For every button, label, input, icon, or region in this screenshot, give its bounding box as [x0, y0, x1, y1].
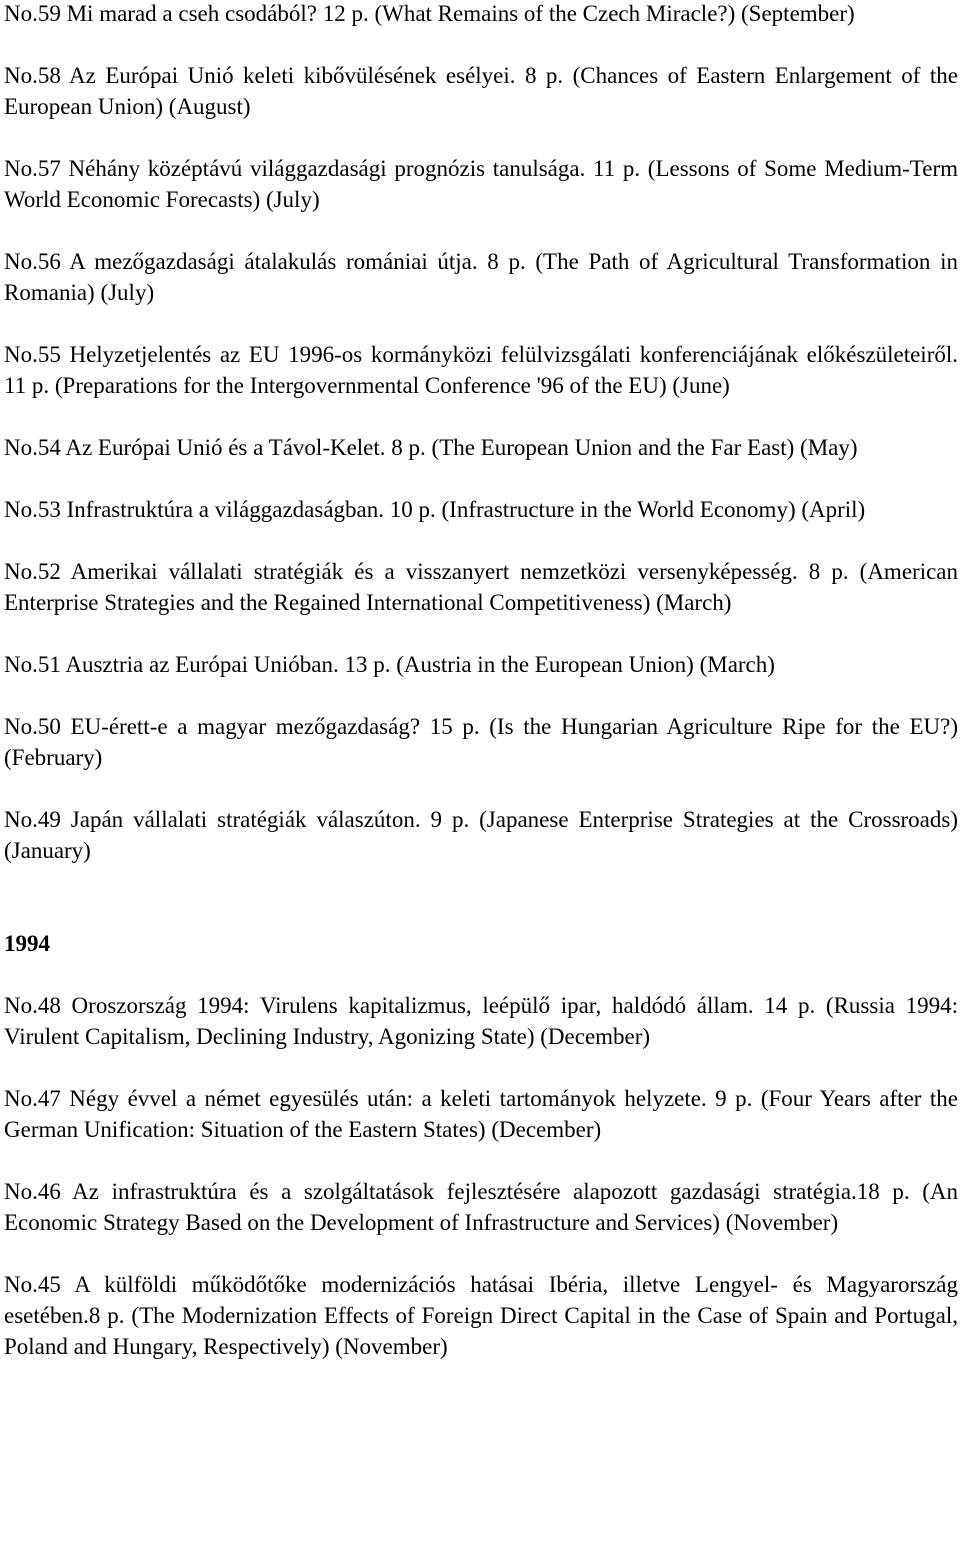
list-item: No.53 Infrastruktúra a világgazdaságban. 10 p. (Infrastructure in the World Economy) (April) — [4, 497, 866, 522]
list-item: No.45 A külföldi működőtőke modernizációs hatásai Ibéria, illetve Lengyel- és Magyarország esetében.8 p. (The Modernization Effects of Foreign Direct Capital in the Case of Spain and Portugal, Poland and Hungary, Respectively) (November) — [4, 1272, 958, 1359]
list-item: No.54 Az Európai Unió és a Távol-Kelet. 8 p. (The European Union and the Far East) (May) — [4, 435, 858, 460]
list-item: No.56 A mezőgazdasági átalakulás romániai útja. 8 p. (The Path of Agricultural Transformation in Romania) (July) — [4, 249, 958, 305]
list-item: No.48 Oroszország 1994: Virulens kapitalizmus, leépülő ipar, haldódó állam. 14 p. (Russia 1994: Virulent Capitalism, Declining Industry, Agonizing State) (December) — [4, 993, 958, 1049]
list-item: No.50 EU-érett-e a magyar mezőgazdaság? 15 p. (Is the Hungarian Agriculture Ripe for the EU?) (February) — [4, 714, 958, 770]
list-item: No.52 Amerikai vállalati stratégiák és a visszanyert nemzetközi versenyképesség. 8 p. (American Enterprise Strategies and the Regained International Competitiveness) (March) — [4, 559, 958, 615]
list-item: No.47 Négy évvel a német egyesülés után: a keleti tartományok helyzete. 9 p. (Four Years after the German Unification: Situation of the Eastern States) (December) — [4, 1086, 958, 1142]
list-item: No.55 Helyzetjelentés az EU 1996-os kormányközi felülvizsgálati konferenciájának előkészületeiről. 11 p. (Preparations for the Intergovernmental Conference '96 of the EU) (June) — [4, 342, 958, 398]
list-item: No.46 Az infrastruktúra és a szolgáltatások fejlesztésére alapozott gazdasági stratégia.18 p. (An Economic Strategy Based on the Development of Infrastructure and Services) (November) — [4, 1179, 958, 1235]
list-item: No.57 Néhány középtávú világgazdasági prognózis tanulsága. 11 p. (Lessons of Some Medium-Term World Economic Forecasts) (July) — [4, 156, 958, 212]
list-item: No.49 Japán vállalati stratégiák válaszúton. 9 p. (Japanese Enterprise Strategies at the Crossroads) (January) — [4, 807, 958, 863]
year-heading: 1994 — [4, 931, 50, 956]
list-item: No.51 Ausztria az Európai Unióban. 13 p. (Austria in the European Union) (March) — [4, 652, 775, 677]
list-item: No.58 Az Európai Unió keleti kibővülésének esélyei. 8 p. (Chances of Eastern Enlargement of the European Union) (August) — [4, 63, 958, 119]
list-item: No.59 Mi marad a cseh csodából? 12 p. (What Remains of the Czech Miracle?) (September) — [4, 1, 855, 26]
publication-list — [4, 0, 958, 1362]
